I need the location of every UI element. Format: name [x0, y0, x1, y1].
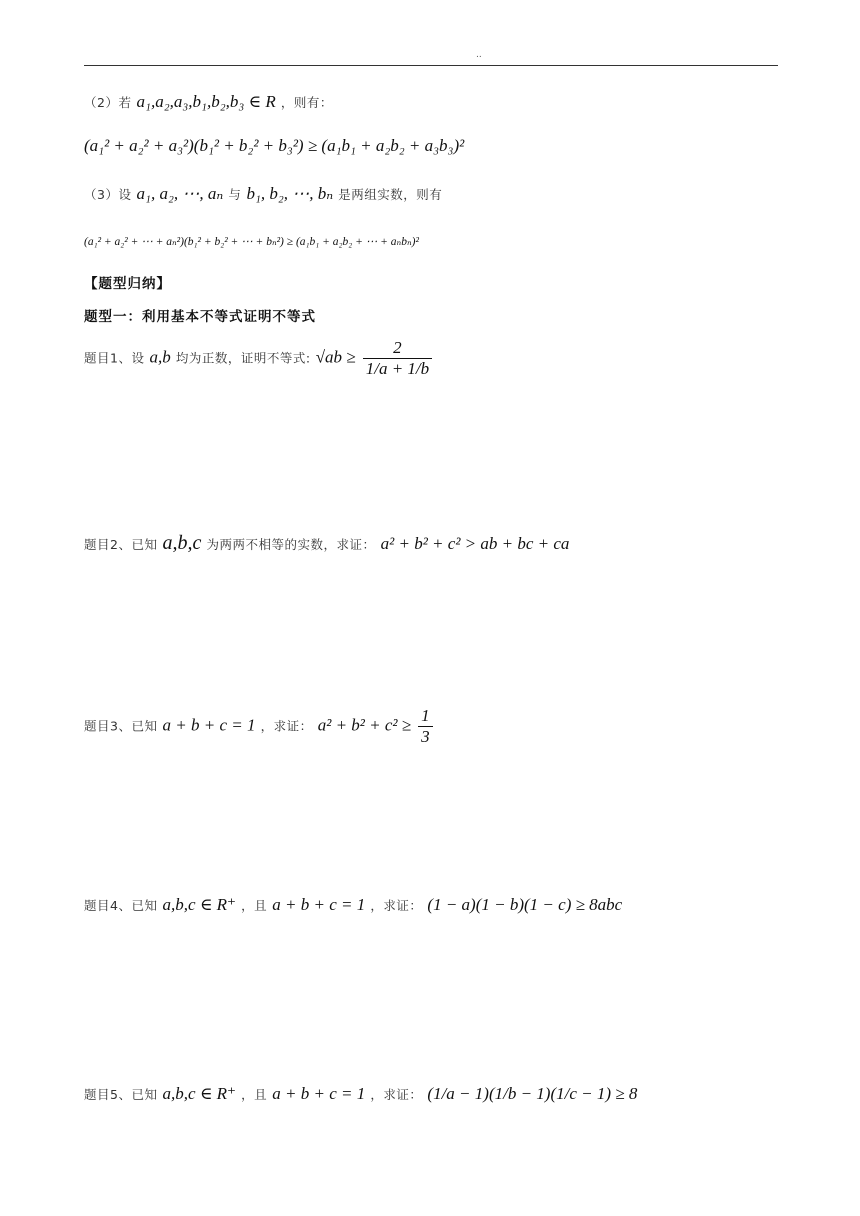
- problem-4-condition2: a + b + c = 1: [272, 895, 366, 914]
- problem-3-condition: a + b + c = 1: [162, 715, 256, 735]
- problem-1-lhs: √ab ≥: [315, 347, 356, 367]
- problem-2-text: 为两两不相等的实数，求证：: [206, 537, 376, 552]
- item3-label: （3）设: [84, 187, 132, 202]
- problem-3-numerator: 1: [418, 706, 433, 727]
- problem-3: [84, 706, 435, 746]
- item3-tail: 是两组实数，则有: [338, 187, 443, 202]
- problem-1-numerator: 2: [363, 338, 432, 359]
- problem-5: [84, 1084, 637, 1104]
- problem-1-denominator: 1/a + 1/b: [365, 358, 430, 378]
- item3-statement: [84, 184, 442, 204]
- problem-5-condition: a,b,c ∈ R⁺: [162, 1084, 237, 1103]
- problem-5-mid: ，且: [241, 1087, 268, 1102]
- item3-formula: (a₁² + a₂² + ⋯ + aₙ²)(b₁² + b₂² + ⋯ + bₙ²) ≥ (a₁b₁ + a₂b₂ + ⋯ + aₙbₙ)²: [84, 236, 419, 248]
- problem-1: [84, 338, 434, 378]
- problem-4-mid: ，且: [241, 898, 268, 913]
- problem-3-denominator: 3: [421, 726, 430, 746]
- problem-4-formula: (1 − a)(1 − b)(1 − c) ≥ 8abc: [427, 895, 623, 914]
- header-marker: ..: [476, 50, 482, 60]
- problem-3-prefix: 题目3、已知: [84, 718, 158, 734]
- problem-4: [84, 895, 622, 915]
- item2-formula: (a₁² + a₂² + a₃²)(b₁² + b₂² + b₃²) ≥ (a₁b₁ + a₂b₂ + a₃b₃)²: [84, 136, 465, 155]
- problem-5-condition2: a + b + c = 1: [272, 1084, 366, 1103]
- item3-vars-b: b₁, b₂, ⋯, bₙ: [246, 184, 334, 203]
- problem-2-formula: a² + b² + c² > ab + bc + ca: [380, 534, 570, 553]
- item2-statement: [84, 92, 333, 112]
- subsection-title: 题型一：利用基本不等式证明不等式: [84, 309, 316, 325]
- problem-2: [84, 532, 569, 555]
- problem-1-vars: a,b: [149, 347, 171, 367]
- item3-vars-a: a₁, a₂, ⋯, aₙ: [136, 184, 224, 203]
- item2-label: （2）若: [84, 95, 132, 110]
- problem-5-prefix: 题目5、已知: [84, 1087, 158, 1102]
- section-title: 【题型归纳】: [84, 276, 171, 292]
- problem-1-fraction: [363, 338, 432, 378]
- problem-3-lhs: a² + b² + c² ≥: [317, 715, 412, 735]
- problem-4-text: ，求证：: [370, 898, 423, 913]
- item2-tail: ，则有：: [280, 95, 333, 110]
- problem-1-prefix: 题目1、设: [84, 350, 145, 366]
- problem-4-condition: a,b,c ∈ R⁺: [162, 895, 237, 914]
- item3-mid: 与: [228, 187, 242, 202]
- problem-3-fraction: [418, 706, 433, 746]
- problem-4-prefix: 题目4、已知: [84, 898, 158, 913]
- problem-5-text: ，求证：: [370, 1087, 423, 1102]
- problem-2-prefix: 题目2、已知: [84, 537, 158, 552]
- problem-5-formula: (1/a − 1)(1/b − 1)(1/c − 1) ≥ 8: [427, 1084, 638, 1103]
- problem-3-text: ，求证：: [260, 718, 313, 734]
- item2-vars: a₁,a₂,a₃,b₁,b₂,b₃ ∈ R: [136, 92, 276, 111]
- problem-1-text: 均为正数，证明不等式:: [175, 350, 311, 366]
- problem-2-vars: a,b,c: [162, 532, 202, 554]
- header-rule: [84, 65, 778, 66]
